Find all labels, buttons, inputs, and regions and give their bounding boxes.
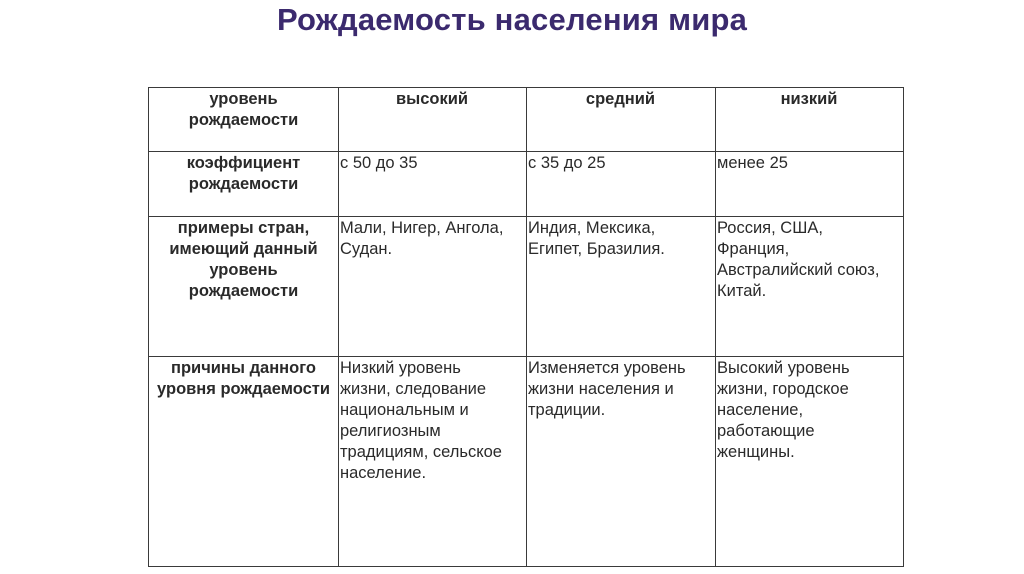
table-row-coefficient [149,152,904,217]
slide-title: Рождаемость населения мира [276,2,748,37]
cell-reasons-medium: Изменяется уровень жизни населения и традиции. [527,357,716,567]
row-label-reasons: причины данного уровня рождаемости [149,357,339,567]
table-header-row [149,88,904,152]
row-label-examples: примеры стран, имеющий данный уровень рождаемости [149,217,339,357]
cell-coefficient-low: менее 25 [716,152,904,217]
cell-reasons-high: Низкий уровень жизни, следование национальным и религиозным традициям, сельское население. [339,357,527,567]
cell-examples-medium: Индия, Мексика, Египет, Бразилия. [527,217,716,357]
cell-coefficient-high: с 50 до 35 [339,152,527,217]
cell-coefficient-medium: с 35 до 25 [527,152,716,217]
table-row-examples [149,217,904,357]
header-row-label: уровень рождаемости [149,88,339,152]
column-header-high: высокий [339,88,527,152]
birth-rate-table [148,87,904,567]
cell-examples-low: Россия, США, Франция, Австралийский союз, Китай. [716,217,904,357]
table-row-reasons [149,357,904,567]
column-header-low: низкий [716,88,904,152]
cell-examples-high: Мали, Нигер, Ангола, Судан. [339,217,527,357]
column-header-medium: средний [527,88,716,152]
birth-rate-table-container [148,87,904,567]
row-label-coefficient: коэффициент рождаемости [149,152,339,217]
cell-reasons-low: Высокий уровень жизни, городское население, работающие женщины. [716,357,904,567]
